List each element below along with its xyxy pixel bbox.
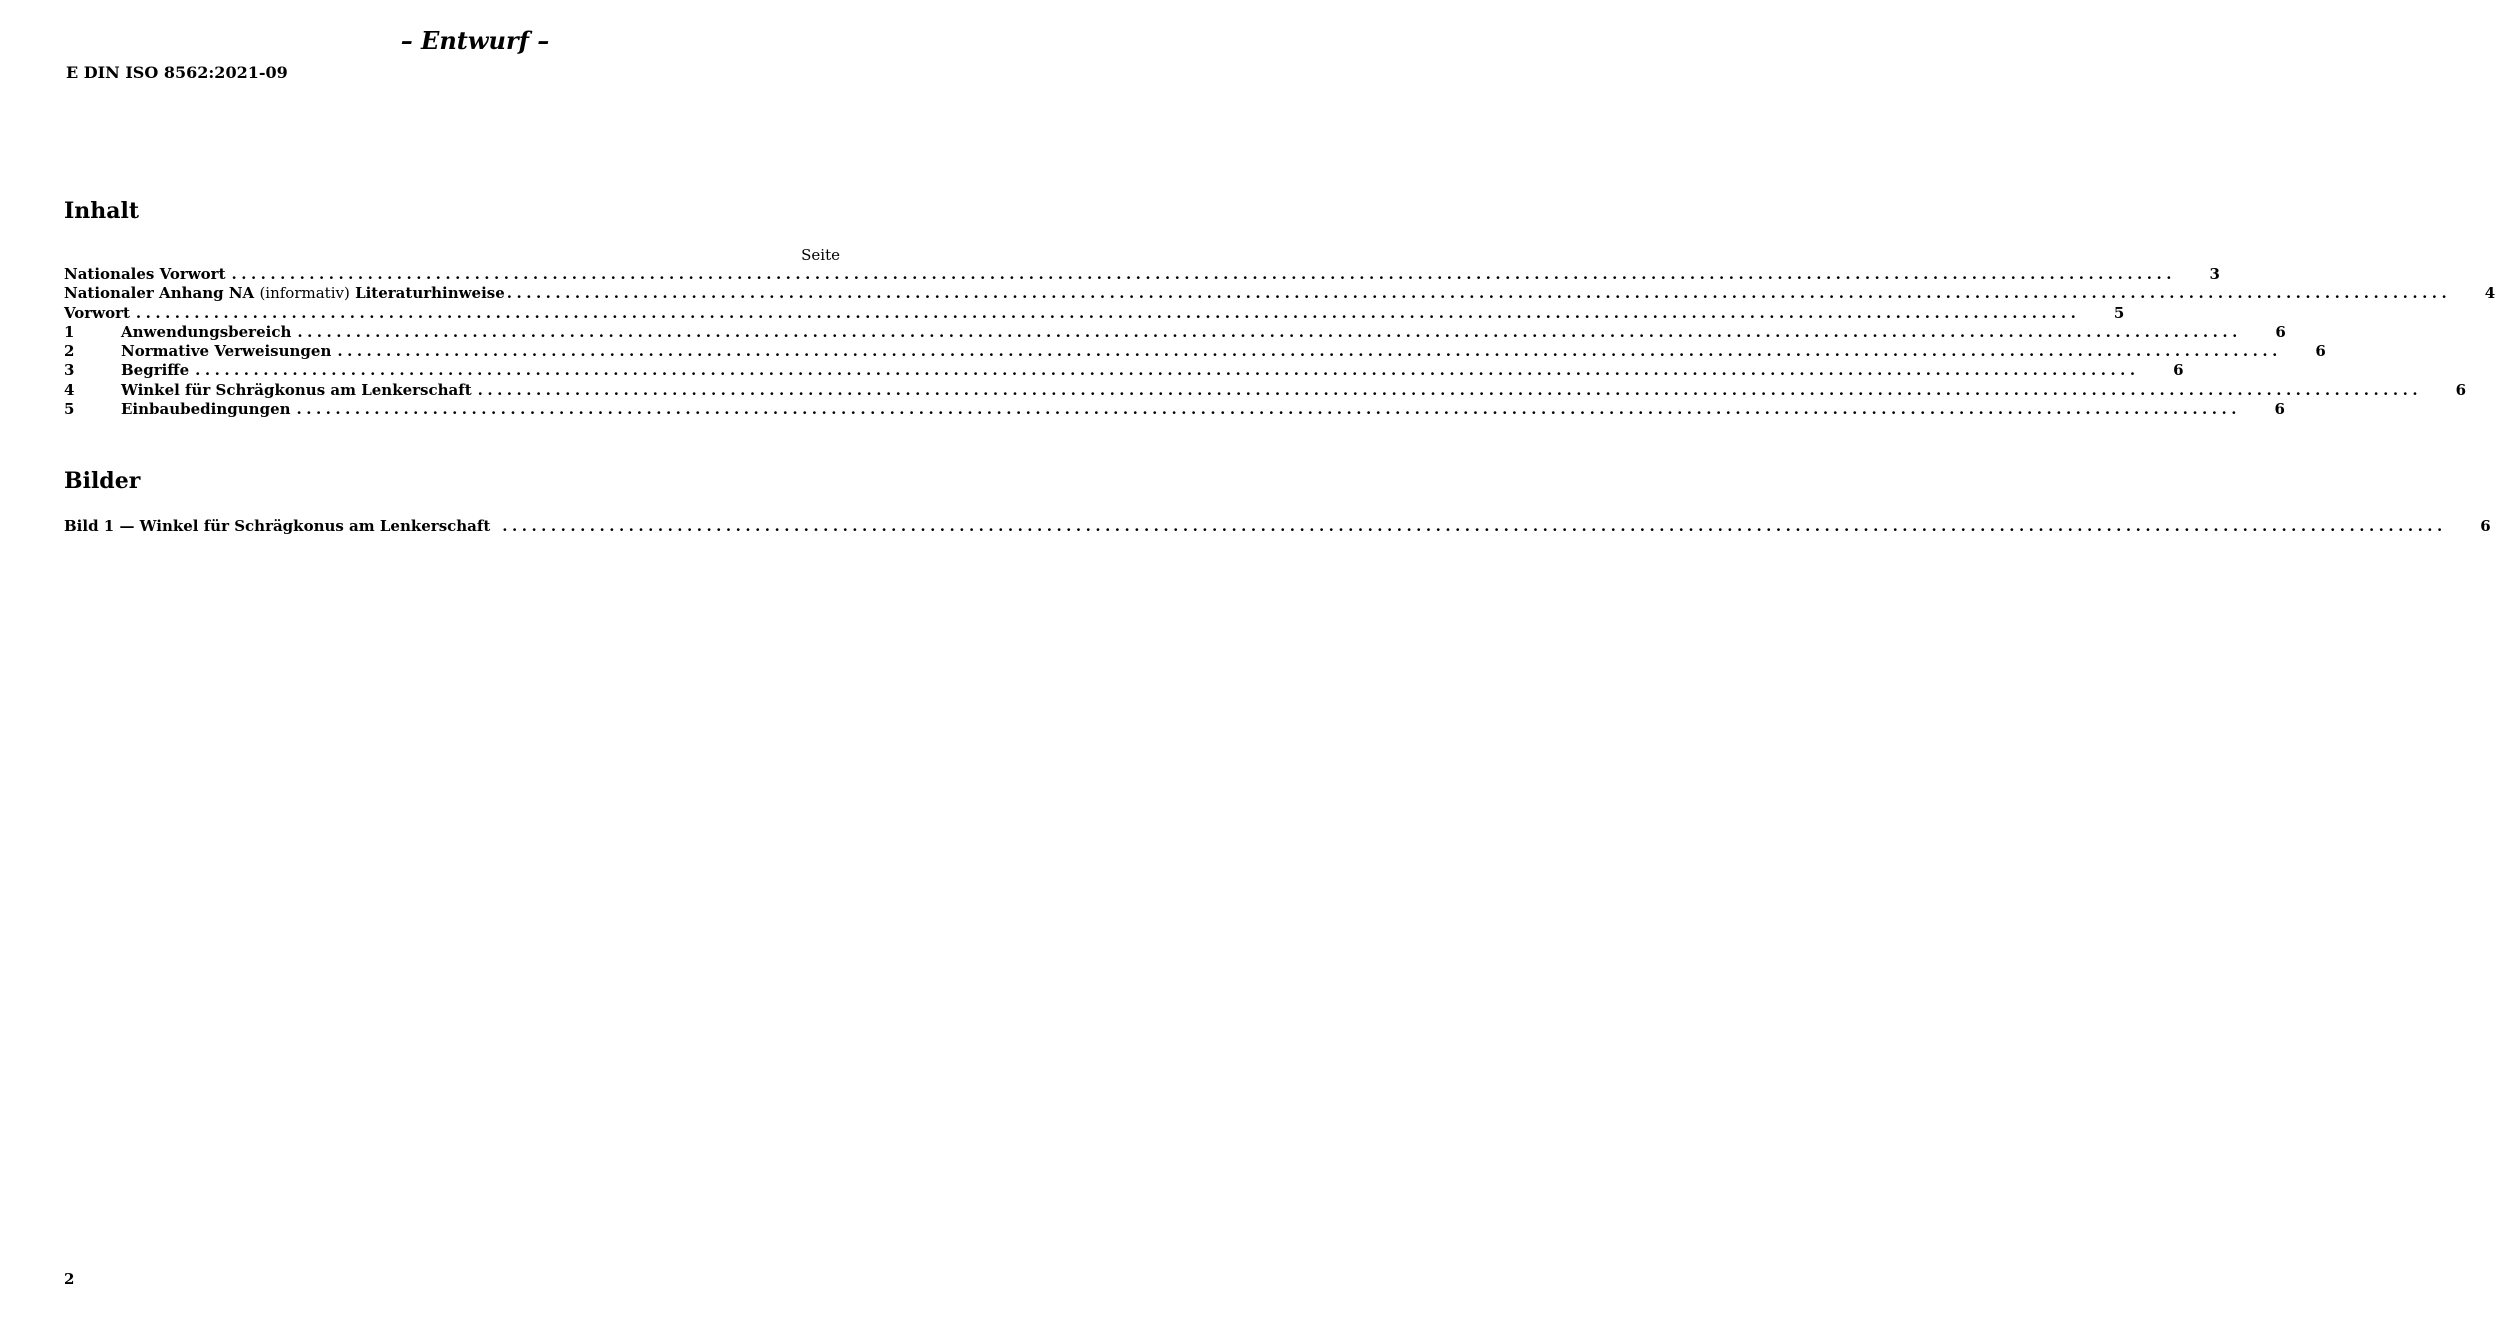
toc-entry-title: Normative Verweisungen	[121, 342, 332, 361]
figure-entry-page: 6	[2480, 517, 2491, 535]
figure-entry[interactable]	[64, 517, 2491, 536]
toc-entry-title-suffix: Literaturhinweise	[355, 284, 505, 303]
figures-heading: Bilder	[64, 468, 141, 494]
draft-label: – Entwurf –	[400, 26, 550, 55]
toc-entry-page: 3	[2209, 265, 2220, 283]
toc-entry-title: Nationales Vorwort	[64, 265, 226, 283]
page-column-label: Seite	[801, 246, 840, 264]
figure-entry-title: Bild 1 — Winkel für Schrägkonus am Lenkerschaft	[64, 517, 491, 535]
dot-leader: ........................................................................................................................................................................................................	[506, 284, 2452, 303]
toc-entry-title: Begriffe	[121, 361, 190, 380]
toc-entry-number: 2	[64, 342, 75, 361]
toc-entry-title	[64, 284, 505, 303]
dot-leader: ........................................................................................................................................................................................................	[296, 400, 2241, 419]
toc-entry[interactable]	[64, 284, 2495, 303]
toc-entry[interactable]	[64, 303, 2125, 323]
toc-entry-number: 1	[64, 322, 75, 341]
dot-leader: ........................................................................................................................................................................................................	[477, 380, 2423, 399]
toc-entry[interactable]	[64, 361, 2184, 380]
toc-entry-page: 6	[2315, 342, 2326, 361]
toc-entry-title: Vorwort	[64, 303, 130, 322]
toc-entry-title-main: Nationaler Anhang NA	[64, 284, 255, 303]
dot-leader: ........................................................................................................................................................................................................	[502, 517, 2447, 535]
toc-entry[interactable]	[64, 342, 2326, 361]
toc-entry-page: 5	[2113, 303, 2125, 322]
toc-entry-page: 6	[2275, 322, 2286, 341]
toc-entry[interactable]	[64, 380, 2467, 400]
toc-entry-number: 3	[64, 361, 75, 380]
toc-entry-number: 4	[64, 380, 75, 399]
dot-leader: ........................................................................................................................................................................................................	[231, 265, 2176, 283]
toc-entry-title: Einbaubedingungen	[121, 400, 291, 419]
toc-entry-page: 6	[2455, 380, 2467, 399]
document-id: E DIN ISO 8562:2021-09	[66, 63, 288, 82]
dot-leader: ........................................................................................................................................................................................................	[135, 303, 2081, 322]
page-number: 2	[64, 1270, 75, 1288]
dot-leader: ........................................................................................................................................................................................................	[297, 322, 2242, 341]
toc-entry[interactable]	[64, 400, 2285, 419]
toc-entry-page: 4	[2484, 284, 2495, 303]
toc-entry-title: Anwendungsbereich	[121, 322, 292, 341]
toc-entry[interactable]	[64, 265, 2220, 284]
list-of-figures	[64, 517, 2491, 536]
toc-entry[interactable]	[64, 322, 2286, 342]
toc-entry-page: 6	[2274, 400, 2285, 419]
table-of-contents	[64, 265, 2495, 419]
toc-entry-note: (informativ)	[259, 284, 350, 303]
dot-leader: ........................................................................................................................................................................................................	[337, 342, 2282, 361]
toc-entry-title: Winkel für Schrägkonus am Lenkerschaft	[121, 380, 472, 399]
contents-heading: Inhalt	[64, 198, 140, 224]
toc-entry-page: 6	[2173, 361, 2184, 380]
dot-leader: ........................................................................................................................................................................................................	[195, 361, 2140, 380]
toc-entry-number: 5	[64, 400, 75, 419]
